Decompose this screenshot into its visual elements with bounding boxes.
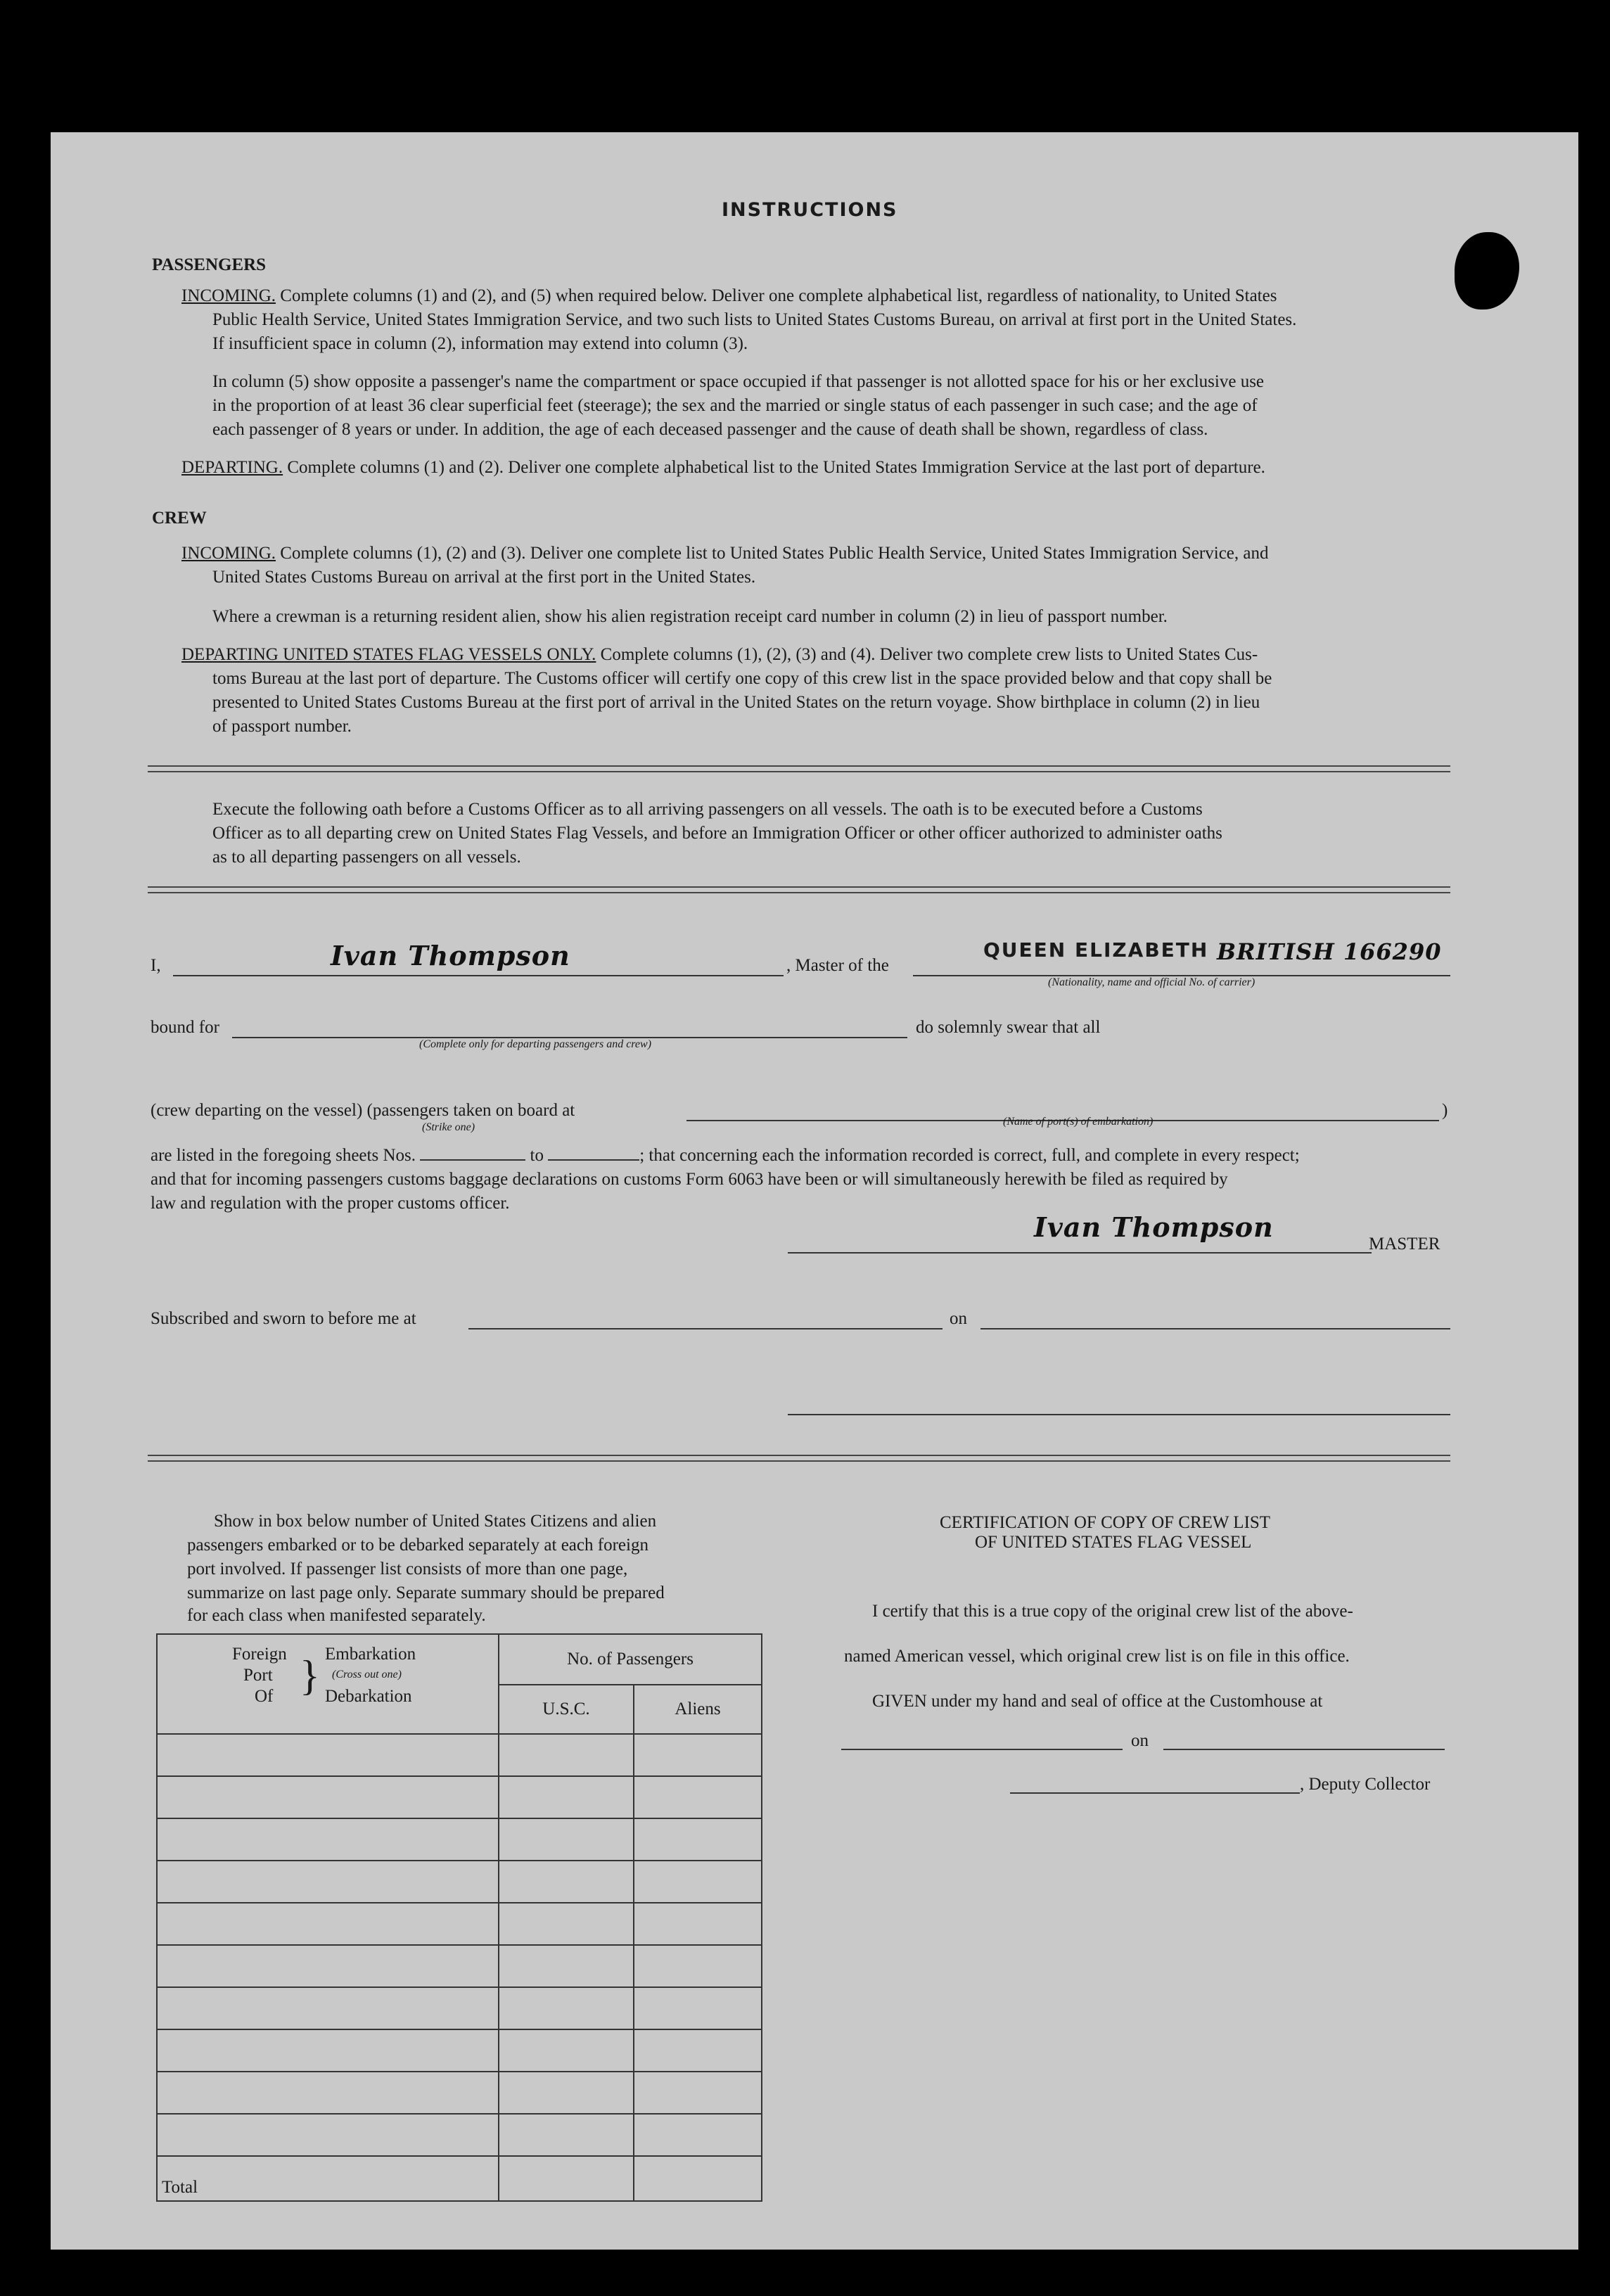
section-divider-3 xyxy=(148,1455,1450,1462)
table-row xyxy=(157,1945,762,1987)
port-cell[interactable] xyxy=(157,1818,499,1861)
column5-text-3: each passenger of 8 years or under. In addition, the age of each deceased passenger and the cause of death shall be shown, regardless of class. xyxy=(212,420,1208,439)
instructions-heading: INSTRUCTIONS xyxy=(722,199,898,221)
debarkation-label: Debarkation xyxy=(325,1687,412,1706)
usc-header: U.S.C. xyxy=(499,1685,634,1734)
certification-date-line xyxy=(1163,1749,1445,1750)
aliens-cell[interactable] xyxy=(634,2114,762,2156)
table-row xyxy=(157,1734,762,1776)
crew-incoming-text-1: Complete columns (1), (2) and (3). Deliver one complete list to United States Public Health Service, United States Immigration Service, and xyxy=(280,544,1269,563)
carrier-caption: (Nationality, name and official No. of carrier) xyxy=(1048,976,1256,988)
passengers-departing-label: DEPARTING. xyxy=(181,458,283,477)
strike-one-caption: (Strike one) xyxy=(422,1121,475,1133)
table-row xyxy=(157,1861,762,1903)
crew-departing xyxy=(181,643,1258,667)
crew-passengers-text: (crew departing on the vessel) (passengers taken on board at xyxy=(151,1101,575,1120)
usc-cell[interactable] xyxy=(499,1945,634,1987)
oath-intro-2: Officer as to all departing crew on United States Flag Vessels, and before an Immigration Officer or other officer authorized to administer oaths xyxy=(212,824,1222,843)
vessel-name: QUEEN ELIZABETH xyxy=(983,938,1209,962)
table-row xyxy=(157,1903,762,1945)
embarkation-label: Embarkation xyxy=(325,1645,416,1664)
usc-cell[interactable] xyxy=(499,1861,634,1903)
port-cell[interactable] xyxy=(157,1945,499,1987)
aliens-cell[interactable] xyxy=(634,1776,762,1818)
bound-for-label: bound for xyxy=(151,1018,219,1037)
crew-departing-text-4: of passport number. xyxy=(212,717,352,736)
usc-cell[interactable] xyxy=(499,2072,634,2114)
certification-title-1: CERTIFICATION OF COPY OF CREW LIST xyxy=(940,1513,1271,1532)
master-signature-2: Ivan Thompson xyxy=(1034,1211,1274,1243)
crew-title: CREW xyxy=(152,509,207,528)
usc-cell[interactable] xyxy=(499,2114,634,2156)
no-passengers-header: No. of Passengers xyxy=(499,1634,762,1685)
table-row xyxy=(157,2072,762,2114)
summary-intro-4: summarize on last page only. Separate summary should be prepared xyxy=(187,1583,665,1602)
certification-text-2: named American vessel, which original crew list is on file in this office. xyxy=(844,1647,1350,1666)
crew-departing-label: DEPARTING UNITED STATES FLAG VESSELS ONLY. xyxy=(181,645,596,664)
port-caption: (Name of port(s) of embarkation) xyxy=(1003,1116,1154,1128)
total-aliens-cell[interactable] xyxy=(634,2156,762,2201)
port-cell[interactable] xyxy=(157,2029,499,2072)
oath-intro-3: as to all departing passengers on all vessels. xyxy=(212,848,521,867)
total-label: Total xyxy=(157,2156,499,2201)
passengers-incoming xyxy=(181,284,1277,308)
crew-incoming-label: INCOMING. xyxy=(181,544,276,563)
table-row xyxy=(157,1776,762,1818)
port-cell[interactable] xyxy=(157,1734,499,1776)
certification-title-2: OF UNITED STATES FLAG VESSEL xyxy=(975,1533,1252,1552)
passengers-departing-text: Complete columns (1) and (2). Deliver one complete alphabetical list to the United States Immigration Service at the last port of departure. xyxy=(287,458,1265,477)
crew-departing-text-2: toms Bureau at the last port of departure. The Customs officer will certify one copy of this crew list in the space provided below and that copy shall be xyxy=(212,669,1272,688)
listed-text-3: and that for incoming passengers customs baggage declarations on customs Form 6063 have been or will simultaneously herewith be filed as required by xyxy=(151,1170,1228,1189)
table-row xyxy=(157,2114,762,2156)
passengers-incoming-text-3: If insufficient space in column (2), information may extend into column (3). xyxy=(212,334,748,353)
oath-i-label: I, xyxy=(151,956,161,975)
table-header-row xyxy=(157,1634,762,1685)
passengers-departing xyxy=(181,456,1265,480)
summary-intro-5: for each class when manifested separately. xyxy=(187,1606,486,1625)
port-cell[interactable] xyxy=(157,1776,499,1818)
usc-cell[interactable] xyxy=(499,1818,634,1861)
oath-intro-1: Execute the following oath before a Customs Officer as to all arriving passengers on all vessels. The oath is to be executed before a Customs xyxy=(212,800,1203,819)
port-cell[interactable] xyxy=(157,2072,499,2114)
certification-text-1: I certify that this is a true copy of the original crew list of the above- xyxy=(872,1602,1353,1621)
crew-incoming xyxy=(181,542,1269,566)
summary-intro-1: Show in box below number of United States Citizens and alien xyxy=(214,1512,657,1531)
summary-intro-3: port involved. If passenger list consists of more than one page, xyxy=(187,1560,628,1579)
solemnly-swear-label: do solemnly swear that all xyxy=(916,1018,1101,1037)
cross-out-caption: (Cross out one) xyxy=(332,1669,402,1680)
passenger-summary-table xyxy=(156,1633,762,2202)
total-row xyxy=(157,2156,762,2201)
aliens-cell[interactable] xyxy=(634,2072,762,2114)
deputy-collector-line xyxy=(1010,1792,1300,1794)
subscribed-label: Subscribed and sworn to before me at xyxy=(151,1309,416,1328)
of-label: Of xyxy=(255,1687,274,1706)
usc-cell[interactable] xyxy=(499,2029,634,2072)
subscribed-on-label: on xyxy=(950,1309,967,1328)
sheet-from-field xyxy=(420,1144,525,1161)
passengers-title: PASSENGERS xyxy=(152,255,267,274)
crew-resident-text: Where a crewman is a returning resident alien, show his alien registration receipt card number in column (2) in lieu of passport number. xyxy=(212,607,1168,626)
listed-text-2: ; that concerning each the information recorded is correct, full, and complete in every respect; xyxy=(639,1146,1300,1165)
close-paren: ) xyxy=(1442,1101,1448,1120)
subscribed-date-line xyxy=(980,1328,1450,1329)
port-cell[interactable] xyxy=(157,1903,499,1945)
aliens-cell[interactable] xyxy=(634,1903,762,1945)
aliens-cell[interactable] xyxy=(634,1945,762,1987)
aliens-header: Aliens xyxy=(634,1685,762,1734)
crew-departing-text-3: presented to United States Customs Bureau at the first port of arrival in the United States on the return voyage. Show birthplace in column (2) in lieu xyxy=(212,693,1260,712)
master-name-line xyxy=(173,975,784,976)
customhouse-line xyxy=(841,1749,1123,1750)
bound-for-caption: (Complete only for departing passengers and crew) xyxy=(419,1038,652,1050)
section-divider-1 xyxy=(148,765,1450,772)
port-label: Port xyxy=(243,1666,273,1685)
usc-cell[interactable] xyxy=(499,1734,634,1776)
port-cell[interactable] xyxy=(157,1861,499,1903)
listed-text-4: law and regulation with the proper customs officer. xyxy=(151,1194,510,1213)
listed-text-1 xyxy=(151,1144,1300,1168)
table-row xyxy=(157,2029,762,2072)
aliens-cell[interactable] xyxy=(634,1734,762,1776)
column5-text-2: in the proportion of at least 36 clear superficial feet (steerage); the sex and the married or single status of each passenger in such case; and the age of xyxy=(212,396,1258,415)
vessel-nationality-number: BRITISH 166290 xyxy=(1217,938,1442,965)
passengers-incoming-text-1: Complete columns (1) and (2), and (5) when required below. Deliver one complete alphabetical list, regardless of nationality, to United States xyxy=(280,286,1277,305)
section-divider-2 xyxy=(148,886,1450,893)
table-row xyxy=(157,1818,762,1861)
foreign-label: Foreign xyxy=(232,1645,287,1664)
aliens-cell[interactable] xyxy=(634,1987,762,2029)
port-header-cell xyxy=(157,1634,499,1734)
sheets-label: are listed in the foregoing sheets Nos. xyxy=(151,1146,416,1165)
passengers-incoming-text-2: Public Health Service, United States Immigration Service, and two such lists to United States Customs Bureau, on arrival at first port in the United States. xyxy=(212,310,1297,329)
sheet-to-field xyxy=(548,1144,639,1161)
certification-text-3: GIVEN under my hand and seal of office at the Customhouse at xyxy=(872,1692,1323,1711)
officer-signature-line xyxy=(788,1414,1450,1415)
certification-on-label: on xyxy=(1131,1731,1149,1750)
summary-intro-2: passengers embarked or to be debarked separately at each foreign xyxy=(187,1536,649,1555)
master-label: MASTER xyxy=(1369,1235,1440,1254)
crew-departing-text-1: Complete columns (1), (2), (3) and (4). Deliver two complete crew lists to United States Cus- xyxy=(600,645,1258,664)
column5-text-1: In column (5) show opposite a passenger's name the compartment or space occupied if that passenger is not allotted space for his or her exclusive use xyxy=(212,372,1265,391)
subscribed-place-line xyxy=(468,1328,943,1329)
deputy-collector-label: , Deputy Collector xyxy=(1300,1775,1431,1794)
master-of-label: , Master of the xyxy=(786,956,889,975)
crew-incoming-text-2: United States Customs Bureau on arrival at the first port in the United States. xyxy=(212,568,756,587)
usc-cell[interactable] xyxy=(499,1987,634,2029)
aliens-cell[interactable] xyxy=(634,1818,762,1861)
total-usc-cell[interactable] xyxy=(499,2156,634,2201)
port-cell[interactable] xyxy=(157,1987,499,2029)
brace-glyph: } xyxy=(300,1652,320,1699)
master-signature: Ivan Thompson xyxy=(331,940,570,971)
usc-cell[interactable] xyxy=(499,1776,634,1818)
master-signature-line xyxy=(788,1252,1372,1254)
table-row xyxy=(157,1987,762,2029)
aliens-cell[interactable] xyxy=(634,1861,762,1903)
passengers-incoming-label: INCOMING. xyxy=(181,286,276,305)
usc-cell[interactable] xyxy=(499,1903,634,1945)
aliens-cell[interactable] xyxy=(634,2029,762,2072)
port-cell[interactable] xyxy=(157,2114,499,2156)
sheets-to-label: to xyxy=(530,1146,544,1165)
